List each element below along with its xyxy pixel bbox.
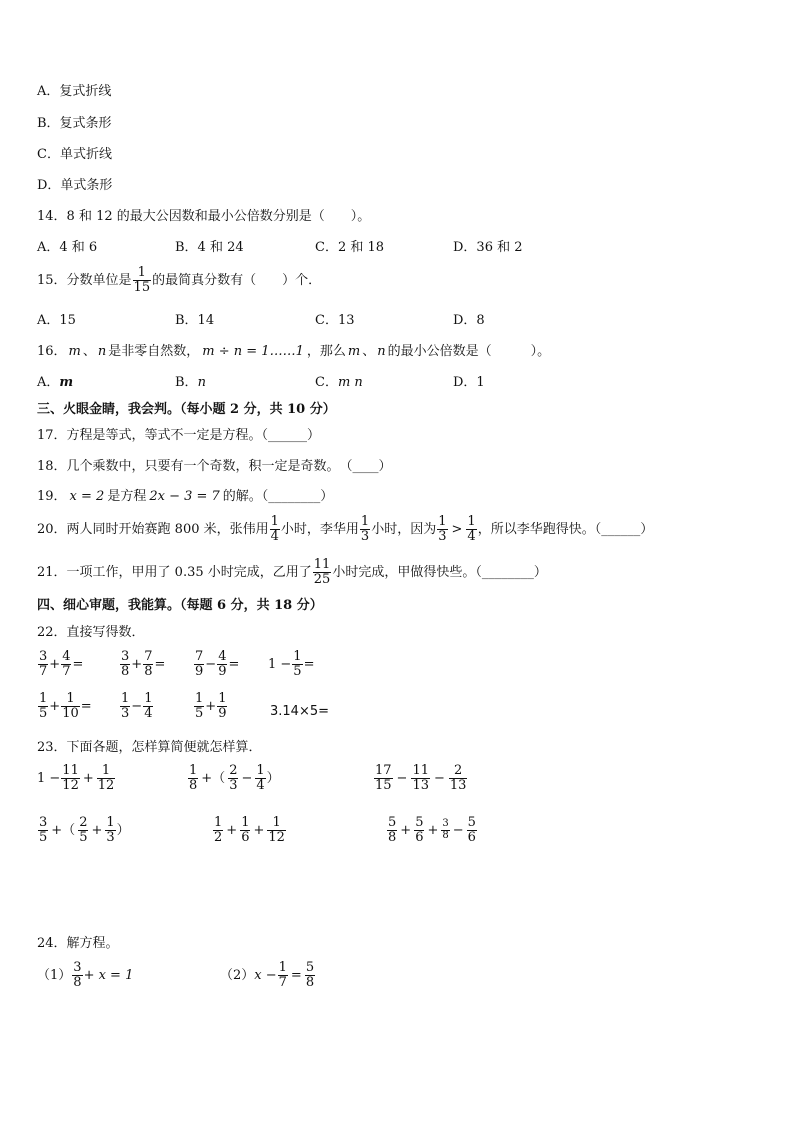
q14-stem: 14．8 和 12 的最大公因数和最小公倍数分别是（ ）。 — [37, 209, 371, 224]
q16-option-c: C．m n — [315, 375, 363, 390]
q22-item: $\frac{1}{5}$ + $\frac{1}{9}$ — [195, 691, 227, 721]
q16-option-b: B．n — [175, 375, 206, 390]
q14-option-d: D．36 和 2 — [453, 240, 523, 255]
q16-option-d: D．1 — [453, 375, 485, 390]
q13-option-a: A．复式折线 — [37, 84, 112, 99]
q15-option-b: B．14 — [175, 313, 215, 328]
q19: 19． x = 2 是方程 2x − 3 = 7 的解。（________） — [37, 489, 334, 504]
q15-fraction: $\frac{1}{15}$ — [133, 265, 151, 295]
q15-option-a: A．15 — [37, 313, 76, 328]
q22-item: $\frac{3}{8}$ + $\frac{7}{8}$ = — [121, 649, 166, 679]
q23-expr-6: $\frac{5}{8}$ + $\frac{5}{6}$ + $\frac{3}{8}$ − $\frac{5}{6}$ — [388, 815, 476, 845]
q20: 20．两人同时开始赛跑 800 米，张伟用 $\frac{1}{4}$ 小时，李华用 $\frac{1}{3}$ 小时，因为 $\frac{1}{3}$ > $\frac{1}{4}$ ，所以李华跑得快。（______） — [37, 514, 654, 544]
q22-item: $\frac{1}{3}$ − $\frac{1}{4}$ — [121, 691, 153, 721]
q14-option-b: B．4 和 24 — [175, 240, 244, 255]
q23-expr-4: $\frac{3}{5}$ +（ $\frac{2}{5}$ + $\frac{1}{3}$ ） — [39, 815, 130, 845]
q22-item: $\frac{7}{9}$ − $\frac{4}{9}$ = — [195, 649, 240, 679]
q24-stem: 24．解方程。 — [37, 936, 119, 951]
q15-option-d: D．8 — [453, 313, 485, 328]
q14-option-c: C．2 和 18 — [315, 240, 385, 255]
q24-part-2: （2） x − $\frac{1}{7}$ = $\frac{5}{8}$ — [220, 960, 315, 990]
q13-option-d: D．单式条形 — [37, 178, 113, 193]
q16-option-a: A．m — [37, 375, 74, 390]
q23-expr-1: 1 − $\frac{11}{12}$ + $\frac{1}{12}$ — [37, 763, 115, 793]
q23-stem: 23．下面各题，怎样算简便就怎样算． — [37, 740, 262, 755]
q21: 21．一项工作，甲用了 0.35 小时完成，乙用了 $\frac{11}{25}$ 小时完成，甲做得快些。（________） — [37, 557, 547, 587]
q17: 17．方程是等式，等式不一定是方程。（______） — [37, 428, 321, 443]
q23-expr-5: $\frac{1}{2}$ + $\frac{1}{6}$ + $\frac{1}{12}$ — [214, 815, 285, 845]
q18: 18．几个乘数中，只要有一个奇数，积一定是奇数。 （____） — [37, 459, 392, 474]
q22-item: $\frac{1}{5}$ + $\frac{1}{10}$ = — [39, 691, 92, 721]
q22-item: $\frac{3}{7}$ + $\frac{4}{7}$ = — [39, 649, 84, 679]
q22-item: 3.14×5= — [270, 704, 330, 719]
q15-option-c: C．13 — [315, 313, 355, 328]
q16-stem: 16． m 、 n 是非零自然数， m ÷ n = 1……1 ，那么 m 、 n 的最小公倍数是（ ）。 — [37, 344, 551, 359]
q14-option-a: A．4 和 6 — [37, 240, 98, 255]
q13-option-c: C．单式折线 — [37, 147, 112, 162]
q13-option-b: B．复式条形 — [37, 116, 112, 131]
q22-item: 1 − $\frac{1}{5}$ = — [268, 649, 315, 679]
q24-part-1: （1） $\frac{3}{8}$ + x = 1 — [37, 960, 134, 990]
q23-expr-2: $\frac{1}{8}$ +（ $\frac{2}{3}$ − $\frac{1}{4}$ ） — [189, 763, 280, 793]
section4-heading: 四、细心审题，我能算。（每题 6 分，共 18 分） — [37, 598, 323, 613]
q23-expr-3: $\frac{17}{15}$ − $\frac{11}{13}$ − $\frac{2}{13}$ — [375, 763, 467, 793]
section3-heading: 三、火眼金睛，我会判。（每小题 2 分，共 10 分） — [37, 402, 336, 417]
q22-stem: 22．直接写得数． — [37, 625, 145, 640]
q15-stem: 15．分数单位是 $\frac{1}{15}$ 的最简真分数有（ ）个． — [37, 265, 322, 295]
